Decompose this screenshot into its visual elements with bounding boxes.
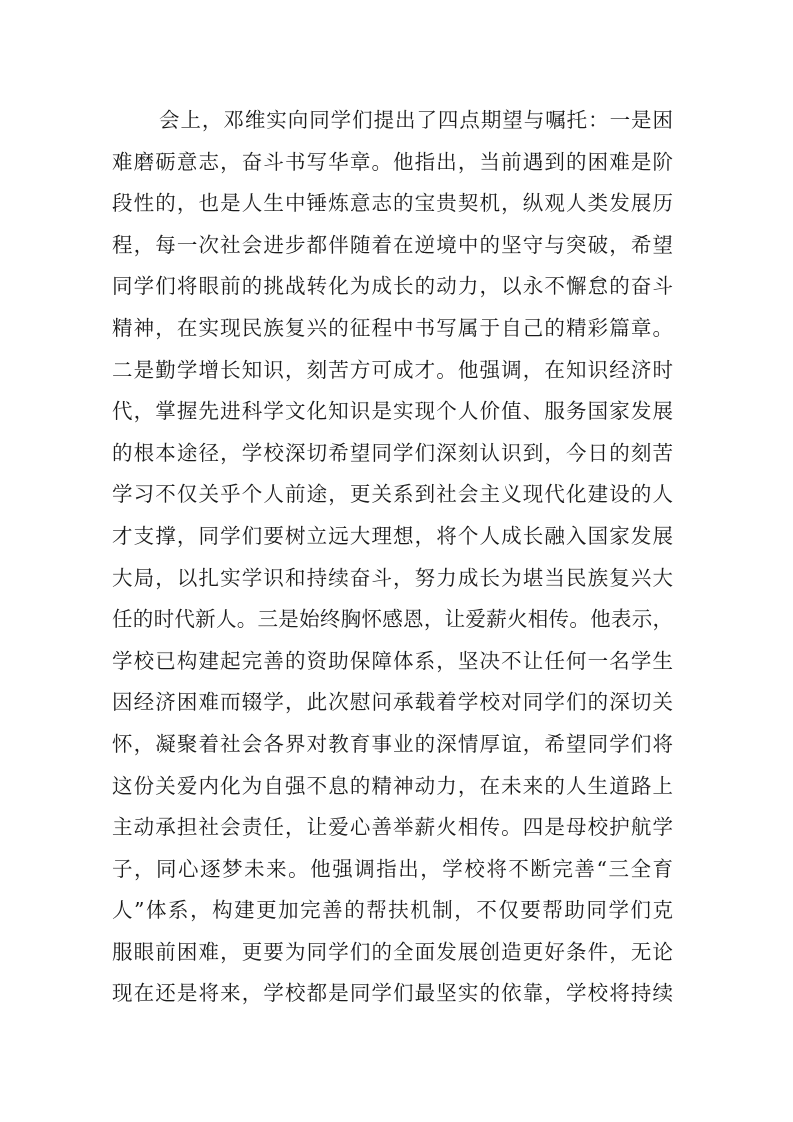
paragraph-line: 学习不仅关乎个人前途，更关系到社会主义现代化建设的人 [112, 482, 673, 507]
paragraph-line: 程，每一次社会进步都伴随着在逆境中的坚守与突破，希望 [112, 232, 673, 257]
paragraph-line: 子，同心逐梦未来。他强调指出，学校将不断完善“三全育 [112, 856, 673, 881]
paragraph-line: 才支撑，同学们要树立远大理想，将个人成长融入国家发展 [112, 523, 673, 548]
paragraph-line: 段性的，也是人生中锤炼意志的宝贵契机，纵观人类发展历 [112, 191, 673, 216]
paragraph-line: 大局，以扎实学识和持续奋斗，努力成长为堪当民族复兴大 [112, 565, 673, 590]
paragraph-line: 怀，凝聚着社会各界对教育事业的深情厚谊，希望同学们将 [112, 731, 673, 756]
paragraph-line: 会上，邓维实向同学们提出了四点期望与嘱托：一是困 [159, 108, 673, 132]
paragraph-line: 二是勤学增长知识，刻苦方可成才。他强调，在知识经济时 [112, 357, 673, 382]
paragraph-line: 这份关爱内化为自强不息的精神动力，在未来的人生道路上 [112, 773, 673, 798]
paragraph-line: 任的时代新人。三是始终胸怀感恩，让爱薪火相传。他表示， [112, 607, 673, 632]
paragraph-line: 同学们将眼前的挑战转化为成长的动力，以永不懈怠的奋斗 [112, 274, 673, 299]
paragraph-line: 难磨砺意志，奋斗书写华章。他指出，当前遇到的困难是阶 [112, 149, 673, 174]
paragraph-line: 因经济困难而辍学，此次慰问承载着学校对同学们的深切关 [112, 690, 673, 715]
body-paragraph [112, 100, 673, 1015]
paragraph-line: 精神，在实现民族复兴的征程中书写属于自己的精彩篇章。 [112, 315, 673, 340]
paragraph-line: 人”体系，构建更加完善的帮扶机制，不仅要帮助同学们克 [112, 898, 673, 923]
paragraph-line: 学校已构建起完善的资助保障体系，坚决不让任何一名学生 [112, 648, 673, 673]
paragraph-line: 现在还是将来，学校都是同学们最坚实的依靠，学校将持续 [112, 981, 673, 1006]
paragraph-line: 代，掌握先进科学文化知识是实现个人价值、服务国家发展 [112, 399, 673, 424]
paragraph-line: 服眼前困难，更要为同学们的全面发展创造更好条件，无论 [112, 939, 673, 964]
paragraph-line: 的根本途径，学校深切希望同学们深刻认识到，今日的刻苦 [112, 440, 673, 465]
paragraph-line: 主动承担社会责任，让爱心善举薪火相传。四是母校护航学 [112, 815, 673, 840]
